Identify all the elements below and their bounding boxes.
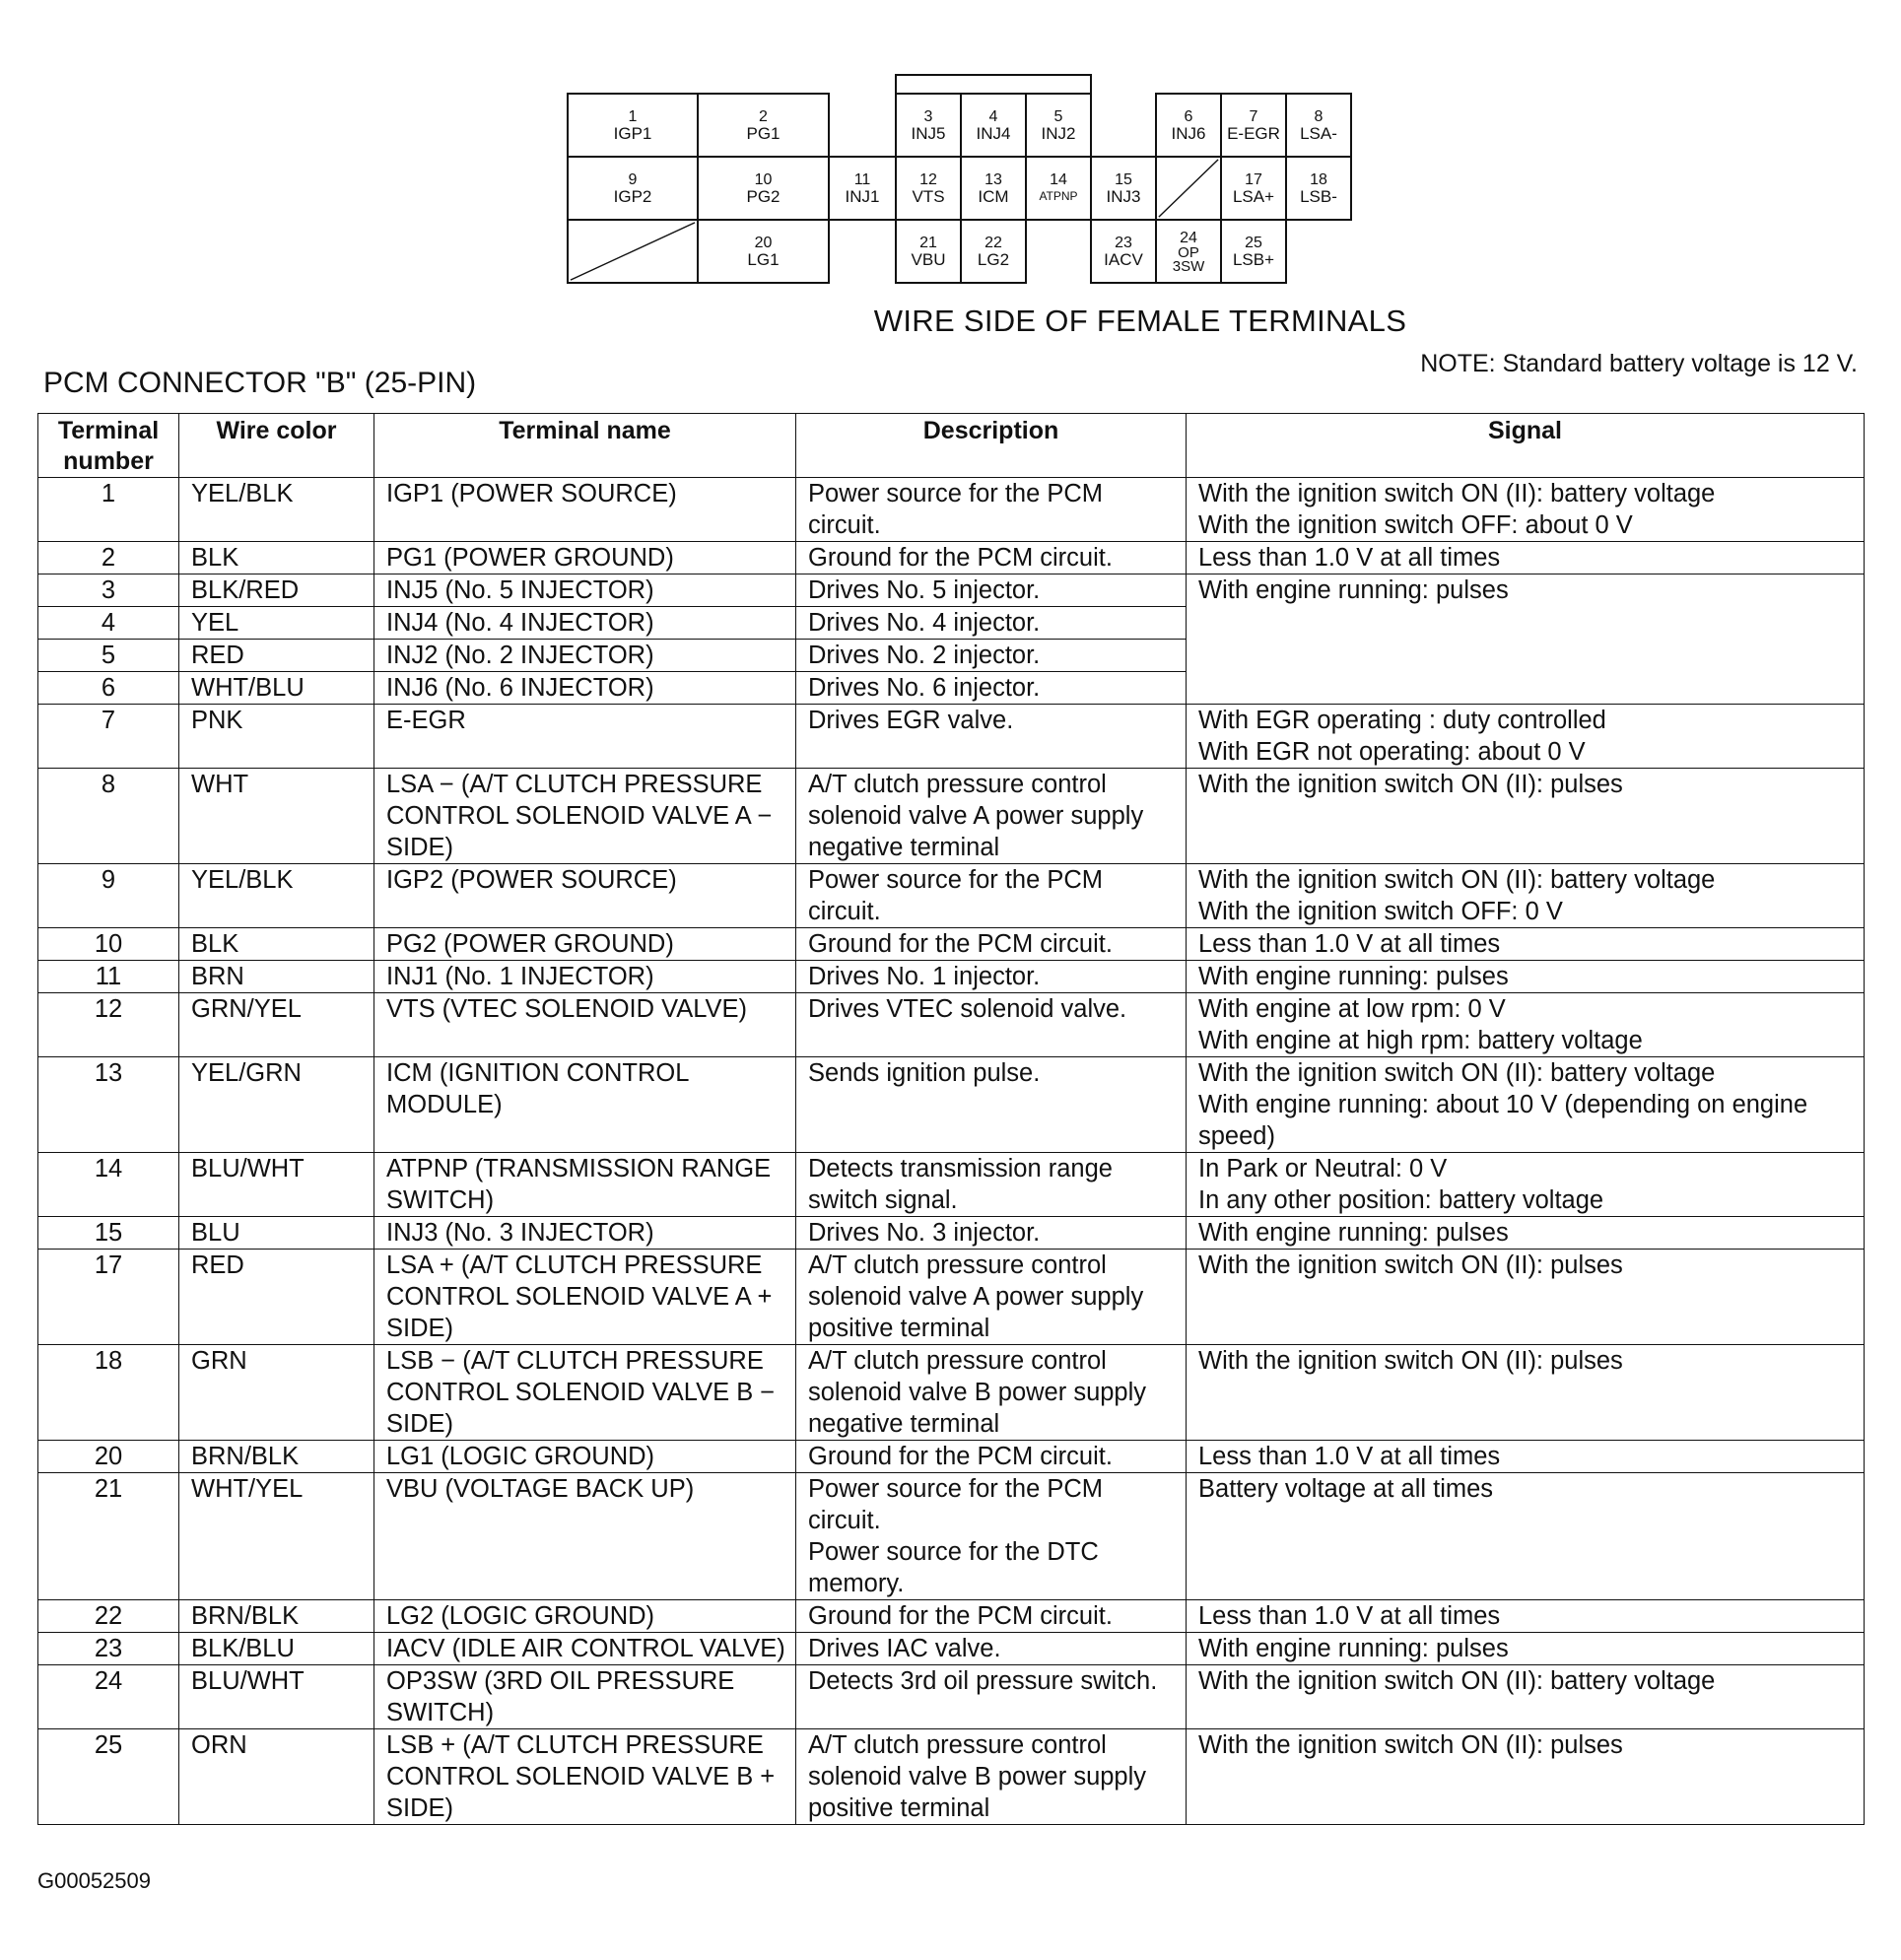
terminal-number: 21 — [38, 1473, 179, 1600]
terminal-name: LSB + (A/T CLUTCH PRESSURE CONTROL SOLENOID VALVE B + SIDE) — [374, 1729, 796, 1825]
terminal-name: ICM (IGNITION CONTROL MODULE) — [374, 1057, 796, 1153]
pin-number: 2 — [759, 108, 768, 125]
description: Drives No. 4 injector. — [796, 607, 1187, 640]
pin-name: IACV — [1104, 250, 1143, 269]
table-row — [38, 1665, 1865, 1729]
table-row — [38, 1441, 1865, 1473]
signal: With the ignition switch ON (II): pulses — [1187, 1729, 1865, 1825]
wire-color: BRN/BLK — [179, 1600, 374, 1633]
description: Drives No. 6 injector. — [796, 672, 1187, 705]
signal: With the ignition switch ON (II): battery voltage With the ignition switch OFF: about 0 V — [1187, 478, 1865, 542]
connector-caption: WIRE SIDE OF FEMALE TERMINALS — [873, 304, 1407, 338]
table-row — [38, 1217, 1865, 1250]
terminal-name: LG2 (LOGIC GROUND) — [374, 1600, 796, 1633]
wire-color: BLK/BLU — [179, 1633, 374, 1665]
terminal-number: 17 — [38, 1250, 179, 1345]
terminal-table — [37, 413, 1865, 1825]
terminal-name: INJ1 (No. 1 INJECTOR) — [374, 961, 796, 993]
signal: Less than 1.0 V at all times — [1187, 1441, 1865, 1473]
terminal-name: ATPNP (TRANSMISSION RANGE SWITCH) — [374, 1153, 796, 1217]
wire-color: BLU/WHT — [179, 1665, 374, 1729]
description: Power source for the PCM circuit. Power source for the DTC memory. — [796, 1473, 1187, 1600]
terminal-name: INJ6 (No. 6 INJECTOR) — [374, 672, 796, 705]
terminal-number: 13 — [38, 1057, 179, 1153]
table-row — [38, 705, 1865, 769]
pin-number: 21 — [919, 235, 937, 251]
terminal-number: 3 — [38, 574, 179, 607]
terminal-name: OP3SW (3RD OIL PRESSURE SWITCH) — [374, 1665, 796, 1729]
pin-number: 8 — [1314, 108, 1324, 125]
table-row — [38, 864, 1865, 928]
table-row — [38, 961, 1865, 993]
terminal-number: 18 — [38, 1345, 179, 1441]
signal: Less than 1.0 V at all times — [1187, 928, 1865, 961]
signal: With engine running: pulses — [1187, 574, 1865, 705]
pin-name: LSB+ — [1232, 250, 1275, 269]
pin-4 — [960, 93, 1027, 158]
terminal-number: 5 — [38, 640, 179, 672]
header-terminal-name: Terminal name — [374, 414, 796, 478]
signal: With the ignition switch ON (II): battery voltage With the ignition switch OFF: 0 V — [1187, 864, 1865, 928]
description: Drives VTEC solenoid valve. — [796, 993, 1187, 1057]
pin-10 — [697, 156, 830, 221]
pin-name: ATPNP — [1039, 189, 1078, 203]
pin-name: E-EGR — [1227, 124, 1280, 143]
pin-5 — [1025, 93, 1092, 158]
pin-15 — [1090, 156, 1157, 221]
table-row — [38, 1250, 1865, 1345]
pin-number: 5 — [1053, 108, 1063, 125]
wire-color: RED — [179, 640, 374, 672]
voltage-note: NOTE: Standard battery voltage is 12 V. — [1420, 350, 1858, 377]
pin-name: INJ4 — [976, 124, 1011, 143]
table-row — [38, 542, 1865, 574]
wire-color: GRN — [179, 1345, 374, 1441]
pin-name: INJ2 — [1041, 124, 1076, 143]
pin-name: VTS — [912, 187, 945, 206]
terminal-number: 7 — [38, 705, 179, 769]
description: Drives No. 2 injector. — [796, 640, 1187, 672]
signal: With the ignition switch ON (II): pulses — [1187, 769, 1865, 864]
table-row — [38, 769, 1865, 864]
terminal-number: 14 — [38, 1153, 179, 1217]
terminal-number: 4 — [38, 607, 179, 640]
pin-name: LSB- — [1300, 187, 1337, 206]
signal: With engine running: pulses — [1187, 961, 1865, 993]
table-row — [38, 1600, 1865, 1633]
pin-22 — [960, 219, 1027, 284]
pin-number: 24 — [1180, 229, 1197, 246]
pin-11 — [828, 156, 897, 221]
description: Ground for the PCM circuit. — [796, 1600, 1187, 1633]
pin-number: 17 — [1245, 171, 1262, 188]
pin-number: 11 — [853, 171, 871, 188]
pin-24 — [1155, 219, 1222, 284]
pin-number: 6 — [1184, 108, 1193, 125]
wire-color: PNK — [179, 705, 374, 769]
pin-number: 25 — [1245, 235, 1262, 251]
wire-color: BRN — [179, 961, 374, 993]
pin-1 — [567, 93, 699, 158]
description: A/T clutch pressure control solenoid valve B power supply positive terminal — [796, 1729, 1187, 1825]
signal: With engine running: pulses — [1187, 1633, 1865, 1665]
pin-2 — [697, 93, 830, 158]
description: Detects transmission range switch signal. — [796, 1153, 1187, 1217]
terminal-number: 2 — [38, 542, 179, 574]
pin-number: 18 — [1310, 171, 1327, 188]
pin-name: INJ1 — [845, 187, 880, 206]
pin-13 — [960, 156, 1027, 221]
terminal-name: LSB − (A/T CLUTCH PRESSURE CONTROL SOLENOID VALVE B − SIDE) — [374, 1345, 796, 1441]
pin-number: 13 — [984, 171, 1002, 188]
description: Drives No. 3 injector. — [796, 1217, 1187, 1250]
wire-color: YEL/GRN — [179, 1057, 374, 1153]
signal: With engine at low rpm: 0 V With engine at high rpm: battery voltage — [1187, 993, 1865, 1057]
pin-25 — [1220, 219, 1287, 284]
header-wire-color: Wire color — [179, 414, 374, 478]
pin-7 — [1220, 93, 1287, 158]
pin-3 — [895, 93, 962, 158]
pin-number: 1 — [628, 108, 638, 125]
connector-diagram — [567, 74, 1355, 287]
wire-color: WHT/BLU — [179, 672, 374, 705]
terminal-name: IGP1 (POWER SOURCE) — [374, 478, 796, 542]
pin-12 — [895, 156, 962, 221]
wire-color: WHT/YEL — [179, 1473, 374, 1600]
pin-name: INJ3 — [1106, 187, 1141, 206]
table-row — [38, 1345, 1865, 1441]
table-row — [38, 1633, 1865, 1665]
header-signal: Signal — [1187, 414, 1865, 478]
pin-number: 7 — [1249, 108, 1258, 125]
terminal-name: LG1 (LOGIC GROUND) — [374, 1441, 796, 1473]
description: Detects 3rd oil pressure switch. — [796, 1665, 1187, 1729]
table-row — [38, 1153, 1865, 1217]
terminal-number: 11 — [38, 961, 179, 993]
pin-name: IGP1 — [613, 124, 652, 143]
description: Drives No. 1 injector. — [796, 961, 1187, 993]
terminal-name: PG1 (POWER GROUND) — [374, 542, 796, 574]
description: Sends ignition pulse. — [796, 1057, 1187, 1153]
description: Drives No. 5 injector. — [796, 574, 1187, 607]
pin-14 — [1025, 156, 1092, 221]
wire-color: YEL/BLK — [179, 864, 374, 928]
terminal-number: 23 — [38, 1633, 179, 1665]
terminal-name: INJ5 (No. 5 INJECTOR) — [374, 574, 796, 607]
terminal-name: LSA − (A/T CLUTCH PRESSURE CONTROL SOLENOID VALVE A − SIDE) — [374, 769, 796, 864]
terminal-number: 20 — [38, 1441, 179, 1473]
terminal-name: INJ2 (No. 2 INJECTOR) — [374, 640, 796, 672]
pin-number: 23 — [1115, 235, 1132, 251]
signal: In Park or Neutral: 0 V In any other position: battery voltage — [1187, 1153, 1865, 1217]
pin-17 — [1220, 156, 1287, 221]
pin-9 — [567, 156, 699, 221]
wire-color: YEL/BLK — [179, 478, 374, 542]
signal: With the ignition switch ON (II): pulses — [1187, 1345, 1865, 1441]
table-row — [38, 574, 1865, 607]
pin-number: 3 — [923, 108, 933, 125]
table-row — [38, 1057, 1865, 1153]
wire-color: BLU/WHT — [179, 1153, 374, 1217]
terminal-number: 8 — [38, 769, 179, 864]
pin-name: IGP2 — [613, 187, 652, 206]
wire-color: WHT — [179, 769, 374, 864]
table-header-row — [38, 414, 1865, 478]
pin-name: PG2 — [746, 187, 781, 206]
table-row — [38, 1473, 1865, 1600]
signal: With the ignition switch ON (II): battery voltage With engine running: about 10 V (depending on engine speed) — [1187, 1057, 1865, 1153]
signal: With the ignition switch ON (II): pulses — [1187, 1250, 1865, 1345]
table-row — [38, 478, 1865, 542]
signal: Less than 1.0 V at all times — [1187, 1600, 1865, 1633]
description: Power source for the PCM circuit. — [796, 478, 1187, 542]
terminal-name: VTS (VTEC SOLENOID VALVE) — [374, 993, 796, 1057]
terminal-number: 1 — [38, 478, 179, 542]
pin-number: 14 — [1050, 171, 1067, 188]
header-terminal-number: Terminal number — [38, 414, 179, 478]
pin-name: LSA- — [1300, 124, 1337, 143]
description: Drives EGR valve. — [796, 705, 1187, 769]
wire-color: YEL — [179, 607, 374, 640]
pin-name: LSA+ — [1232, 187, 1275, 206]
wire-color: BLK — [179, 542, 374, 574]
pin-name: VBU — [911, 250, 946, 269]
pin-name: LG1 — [747, 250, 780, 269]
terminal-number: 25 — [38, 1729, 179, 1825]
description: Drives IAC valve. — [796, 1633, 1187, 1665]
figure-id: G00052509 — [37, 1868, 151, 1893]
pin-16-blank — [1155, 156, 1222, 221]
terminal-name: INJ3 (No. 3 INJECTOR) — [374, 1217, 796, 1250]
pin-name: PG1 — [746, 124, 781, 143]
pin-number: 15 — [1115, 171, 1132, 188]
pin-number: 20 — [754, 235, 773, 251]
description: Ground for the PCM circuit. — [796, 928, 1187, 961]
pin-20 — [697, 219, 830, 284]
signal: With engine running: pulses — [1187, 1217, 1865, 1250]
description: Ground for the PCM circuit. — [796, 542, 1187, 574]
terminal-name: E-EGR — [374, 705, 796, 769]
wire-color: RED — [179, 1250, 374, 1345]
description: A/T clutch pressure control solenoid valve B power supply negative terminal — [796, 1345, 1187, 1441]
terminal-name: IGP2 (POWER SOURCE) — [374, 864, 796, 928]
terminal-number: 9 — [38, 864, 179, 928]
pin-23 — [1090, 219, 1157, 284]
header-description: Description — [796, 414, 1187, 478]
wire-color: ORN — [179, 1729, 374, 1825]
pin-21 — [895, 219, 962, 284]
terminal-number: 24 — [38, 1665, 179, 1729]
wire-color: BRN/BLK — [179, 1441, 374, 1473]
pin-number: 9 — [628, 171, 638, 188]
terminal-number: 15 — [38, 1217, 179, 1250]
terminal-name: VBU (VOLTAGE BACK UP) — [374, 1473, 796, 1600]
terminal-name: PG2 (POWER GROUND) — [374, 928, 796, 961]
terminal-name: IACV (IDLE AIR CONTROL VALVE) — [374, 1633, 796, 1665]
table-row — [38, 1729, 1865, 1825]
signal: With EGR operating : duty controlled With EGR not operating: about 0 V — [1187, 705, 1865, 769]
pin-name: LG2 — [977, 250, 1010, 269]
connector-title: PCM CONNECTOR "B" (25-PIN) — [43, 367, 477, 399]
table-row — [38, 993, 1865, 1057]
description: A/T clutch pressure control solenoid valve A power supply positive terminal — [796, 1250, 1187, 1345]
pin-name: ICM — [978, 187, 1009, 206]
terminal-number: 12 — [38, 993, 179, 1057]
pin-name: INJ5 — [911, 124, 946, 143]
wire-color: BLK/RED — [179, 574, 374, 607]
pin-number: 10 — [754, 171, 773, 188]
pin-number: 4 — [988, 108, 998, 125]
signal: With the ignition switch ON (II): battery voltage — [1187, 1665, 1865, 1729]
signal: Battery voltage at all times — [1187, 1473, 1865, 1600]
terminal-number: 22 — [38, 1600, 179, 1633]
pin-number: 12 — [919, 171, 937, 188]
terminal-number: 6 — [38, 672, 179, 705]
signal: Less than 1.0 V at all times — [1187, 542, 1865, 574]
description: A/T clutch pressure control solenoid valve A power supply negative terminal — [796, 769, 1187, 864]
pin-19-blank — [567, 219, 699, 284]
pin-name: INJ6 — [1171, 124, 1206, 143]
description: Ground for the PCM circuit. — [796, 1441, 1187, 1473]
description: Power source for the PCM circuit. — [796, 864, 1187, 928]
pin-6 — [1155, 93, 1222, 158]
pin-name: OP 3SW — [1172, 243, 1205, 275]
pin-18 — [1285, 156, 1352, 221]
table-row — [38, 928, 1865, 961]
pin-8 — [1285, 93, 1352, 158]
pin-number: 22 — [984, 235, 1002, 251]
wire-color: GRN/YEL — [179, 993, 374, 1057]
terminal-name: LSA + (A/T CLUTCH PRESSURE CONTROL SOLENOID VALVE A + SIDE) — [374, 1250, 796, 1345]
terminal-name: INJ4 (No. 4 INJECTOR) — [374, 607, 796, 640]
wire-color: BLU — [179, 1217, 374, 1250]
terminal-number: 10 — [38, 928, 179, 961]
wire-color: BLK — [179, 928, 374, 961]
